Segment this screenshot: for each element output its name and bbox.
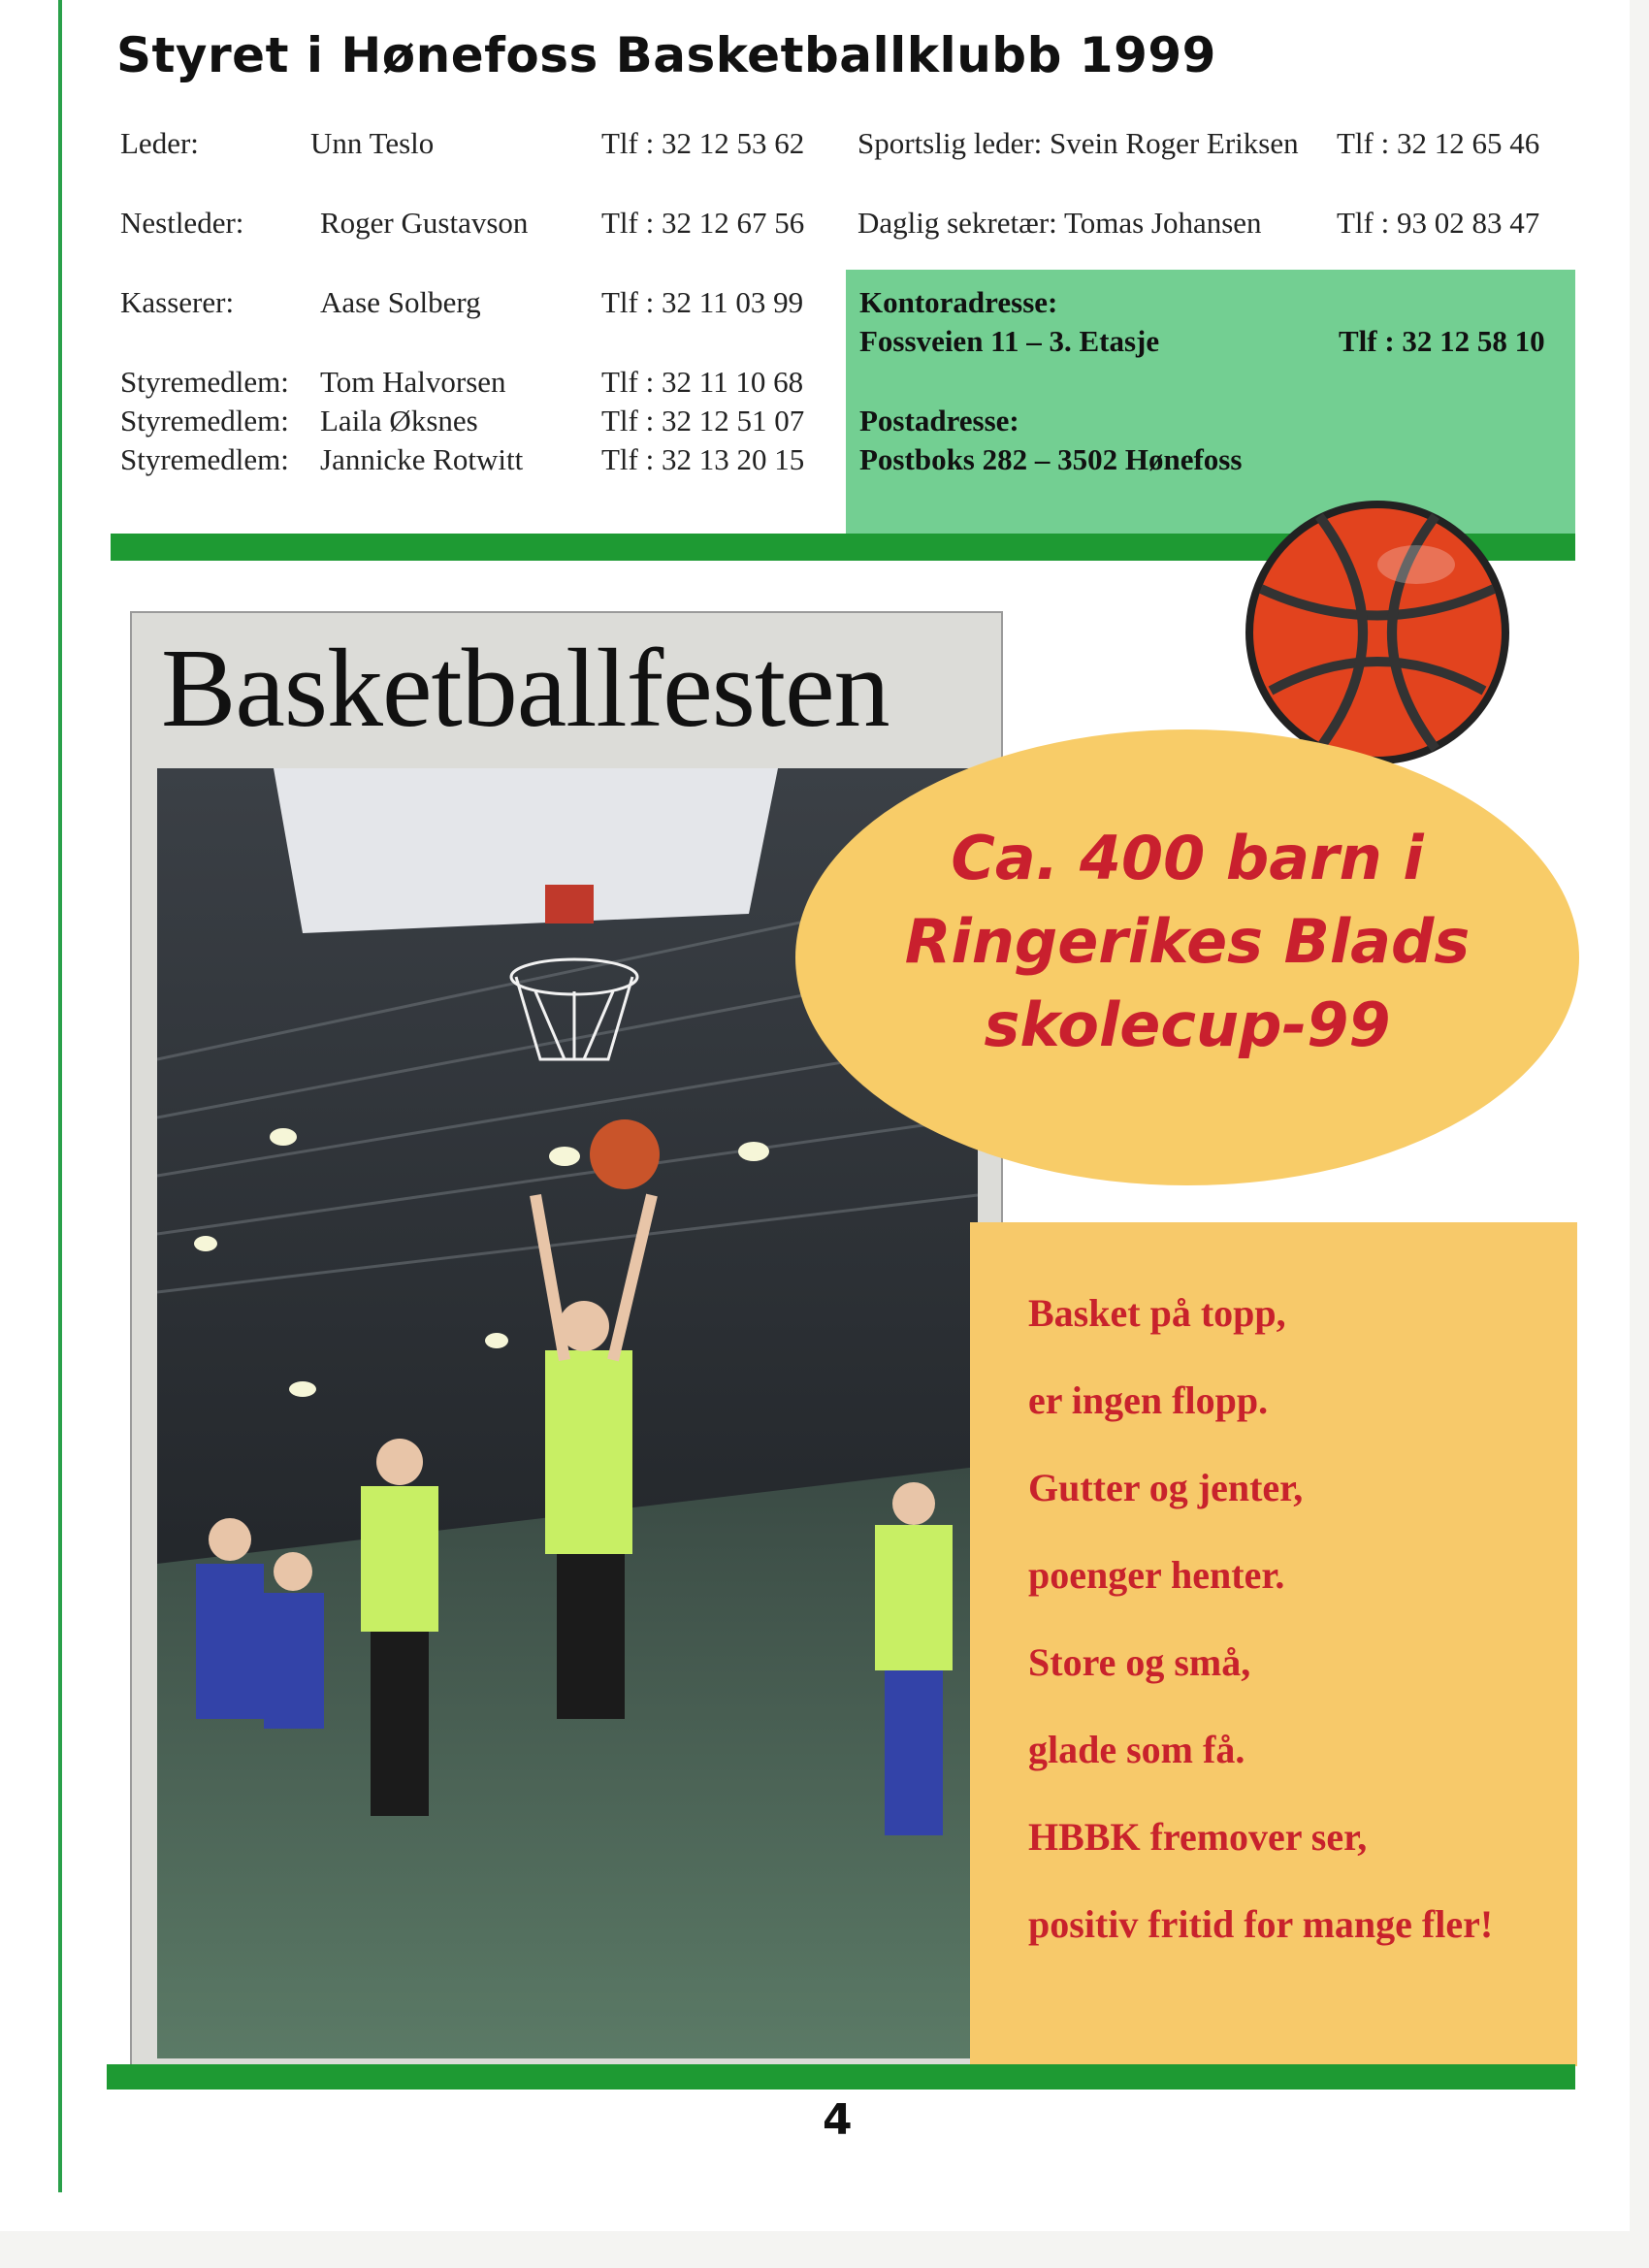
poem-line: poenger henter. [1028,1553,1285,1597]
board-name: Jannicke Rotwitt [320,442,524,476]
headline-line: Ringerikes Blads [904,906,1471,977]
board-name: Tom Halvorsen [320,365,506,399]
staff-label: Sportslig leder: Svein Roger Eriksen [857,126,1299,160]
bottom-green-rule [107,2064,1575,2090]
clipping-title: Basketballfesten [161,627,889,751]
board-role: Styremedlem: [120,442,289,476]
staff-label: Daglig sekretær: Tomas Johansen [857,206,1262,240]
board-name: Roger Gustavson [320,206,529,240]
board-name: Laila Øksnes [320,404,478,437]
staff-phone: Tlf : 32 12 65 46 [1337,126,1540,160]
poem-line: HBBK fremover ser, [1028,1815,1368,1859]
office-phone: Tlf : 32 12 58 10 [1339,324,1545,358]
poem-line: er ingen flopp. [1028,1378,1269,1422]
board-phone: Tlf : 32 11 10 68 [601,365,804,399]
poem-line: positiv fritid for mange fler! [1028,1902,1494,1946]
headline-line: skolecup-99 [984,989,1391,1060]
post-address: Postboks 282 – 3502 Hønefoss [859,442,1243,476]
page-edge-line [58,0,62,2192]
staff-row [857,206,1540,241]
headline-line: Ca. 400 barn i [951,823,1424,893]
board-role: Styremedlem: [120,365,289,399]
board-role: Leder: [120,126,199,160]
staff-row [857,126,1540,161]
page-number: 4 [823,2095,853,2145]
office-address: Fossveien 11 – 3. Etasje [859,324,1160,358]
office-heading: Kontoradresse: [859,285,1058,319]
board-name: Aase Solberg [320,285,481,319]
page-title: Styret i Hønefoss Basketballklubb 1999 [116,27,1216,83]
board-role: Kasserer: [120,285,235,319]
poem-box [970,1222,1577,2066]
board-role: Styremedlem: [120,404,289,437]
poem-line: glade som få. [1028,1728,1245,1771]
board-role: Nestleder: [120,206,244,240]
basketball-icon [1242,497,1513,768]
headline-oval [795,729,1579,1185]
board-phone: Tlf : 32 11 03 99 [601,285,804,319]
poem-line: Basket på topp, [1028,1291,1286,1335]
staff-phone: Tlf : 93 02 83 47 [1337,206,1540,240]
board-name: Unn Teslo [310,126,435,160]
poem-line: Gutter og jenter, [1028,1466,1304,1509]
board-phone: Tlf : 32 13 20 15 [601,442,805,476]
post-heading: Postadresse: [859,404,1019,437]
poem-line: Store og små, [1028,1640,1251,1684]
board-phone: Tlf : 32 12 53 62 [601,126,805,160]
board-phone: Tlf : 32 12 51 07 [601,404,805,437]
address-box [846,270,1575,534]
board-phone: Tlf : 32 12 67 56 [601,206,805,240]
